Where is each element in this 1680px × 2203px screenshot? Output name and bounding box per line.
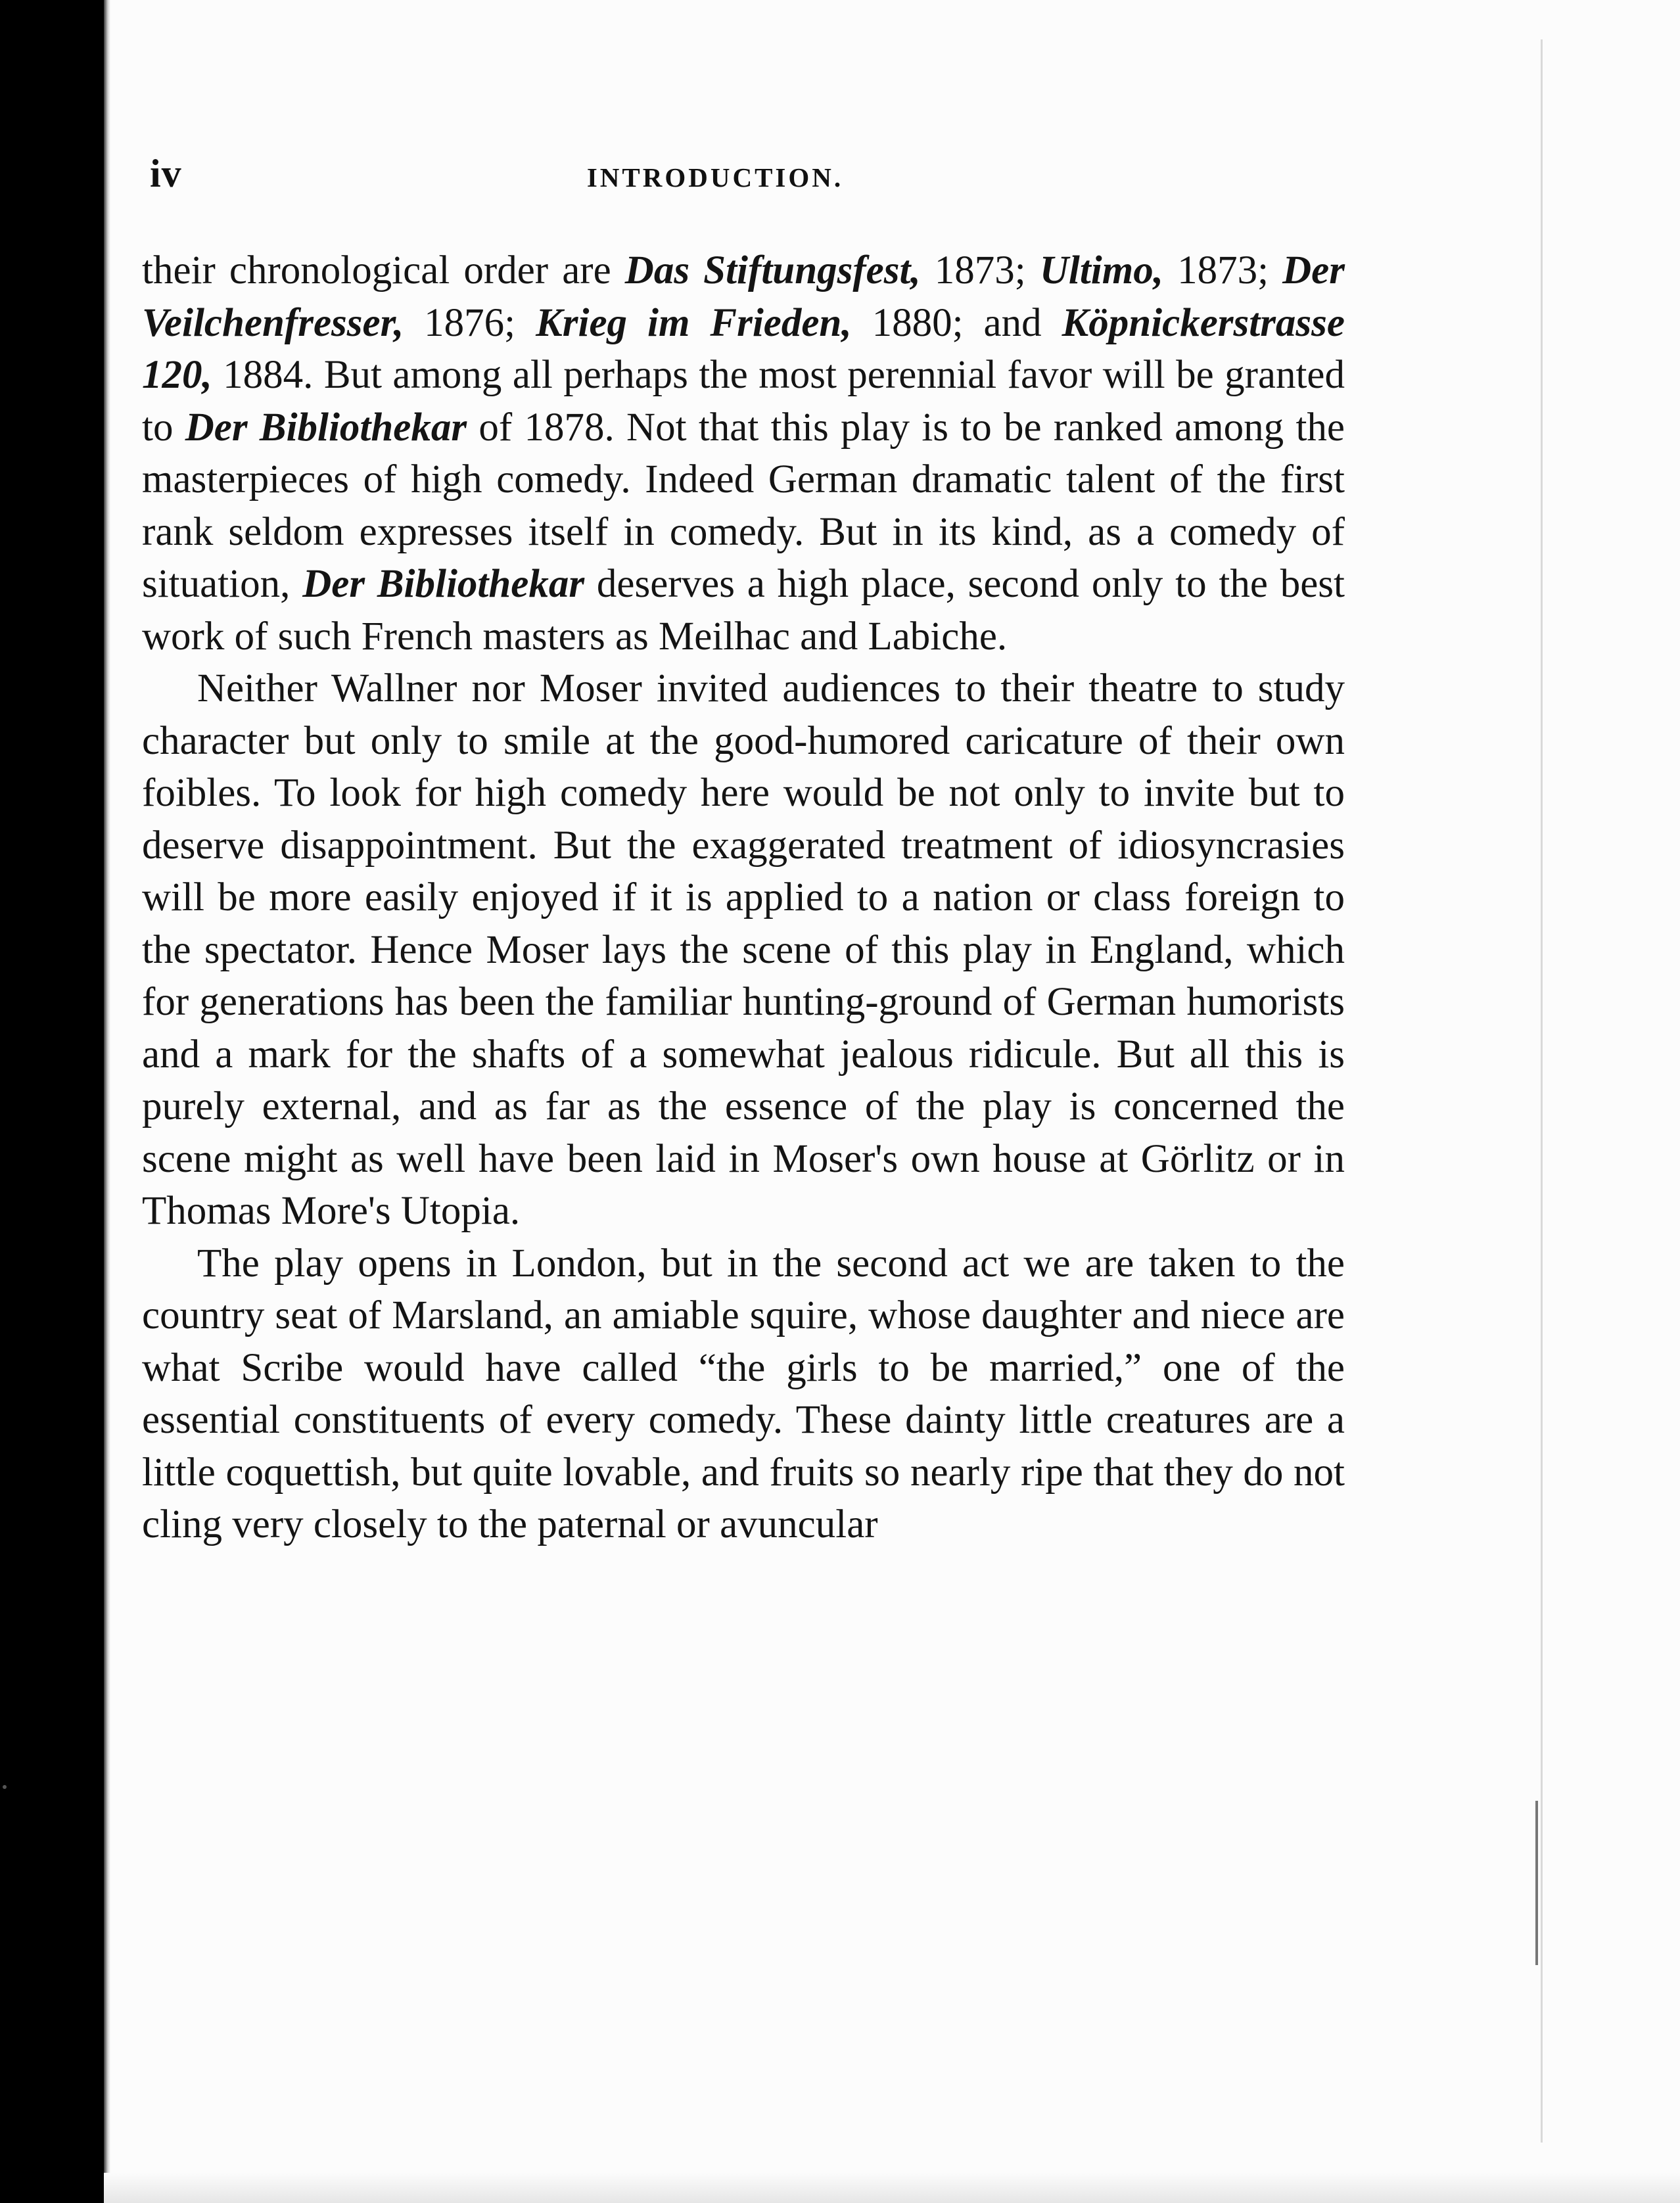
play-title: Der Bibliothekar (185, 405, 467, 450)
page-header (150, 151, 1353, 210)
play-title: Ultimo, (1039, 248, 1163, 292)
text-run: 1873; (920, 248, 1040, 292)
text-run: deserves a high place, second only to the best work of such French masters as Meilhac and Labiche. (142, 562, 1345, 659)
paragraph (142, 244, 1345, 662)
page-number: iv (150, 152, 182, 195)
paragraph: Neither Wallner nor Moser invited audiences to their theatre to study character but only to smile at the good-humored caricature of their own foibles. To look for high comedy here would be not only to invite but to deserve disappointment. But the exaggerated treatment of idiosyncrasies will be more easily enjoyed if it is applied to a nation or class foreign to the spectator. Hence Moser lays the scene of this play in England, which for generations has been the familiar hunting-ground of German humorists and a mark for the shafts of a somewhat jealous ridicule. But all this is purely external, and as far as the essence of the play is concerned the scene might as well have been laid in Moser's own house at Görlitz or in Thomas More's Utopia. (142, 666, 1345, 1233)
play-title: Krieg im Frieden, (536, 300, 852, 345)
scan-speck (3, 1785, 7, 1789)
text-run: 1884. But among all perhaps the most perennial favor will be granted to (142, 353, 1345, 450)
page-edge-shadow (104, 0, 110, 2203)
page-gutter-line (1541, 39, 1543, 2143)
play-title: Köpnickerstrasse 120, (142, 300, 1345, 397)
text-run: 1873; (1163, 248, 1283, 292)
page-gutter-mark (1535, 1801, 1538, 1965)
text-run: of 1878. Not that this play is to be ranked among the masterpieces of high comedy. Indeed German dramatic talent of the first rank seldom expresses itself in comedy. But in its kind, as a comedy of situation, (142, 405, 1345, 606)
play-title: Das Stiftungsfest, (624, 248, 921, 292)
paragraph: The play opens in London, but in the second act we are taken to the country seat of Marsland, an amiable squire, whose daughter and niece are what Scribe would have called “the girls to be married,” one of the essential constituents of every comedy. These dainty little creatures are a little coquettish, but quite lovable, and fruits so nearly ripe that they do not cling very closely to the paternal or avuncular (142, 1241, 1345, 1546)
play-title: Der Bibliothekar (302, 562, 585, 606)
play-title: Der Veilchenfresser, (142, 248, 1345, 345)
text-run: their chronological order are (142, 248, 625, 292)
body-text (142, 244, 1345, 1551)
page-bottom-shadow (104, 2173, 1680, 2203)
text-run: 1880; and (851, 300, 1062, 345)
text-run: 1876; (404, 300, 536, 345)
running-head: INTRODUCTION. (586, 162, 844, 193)
